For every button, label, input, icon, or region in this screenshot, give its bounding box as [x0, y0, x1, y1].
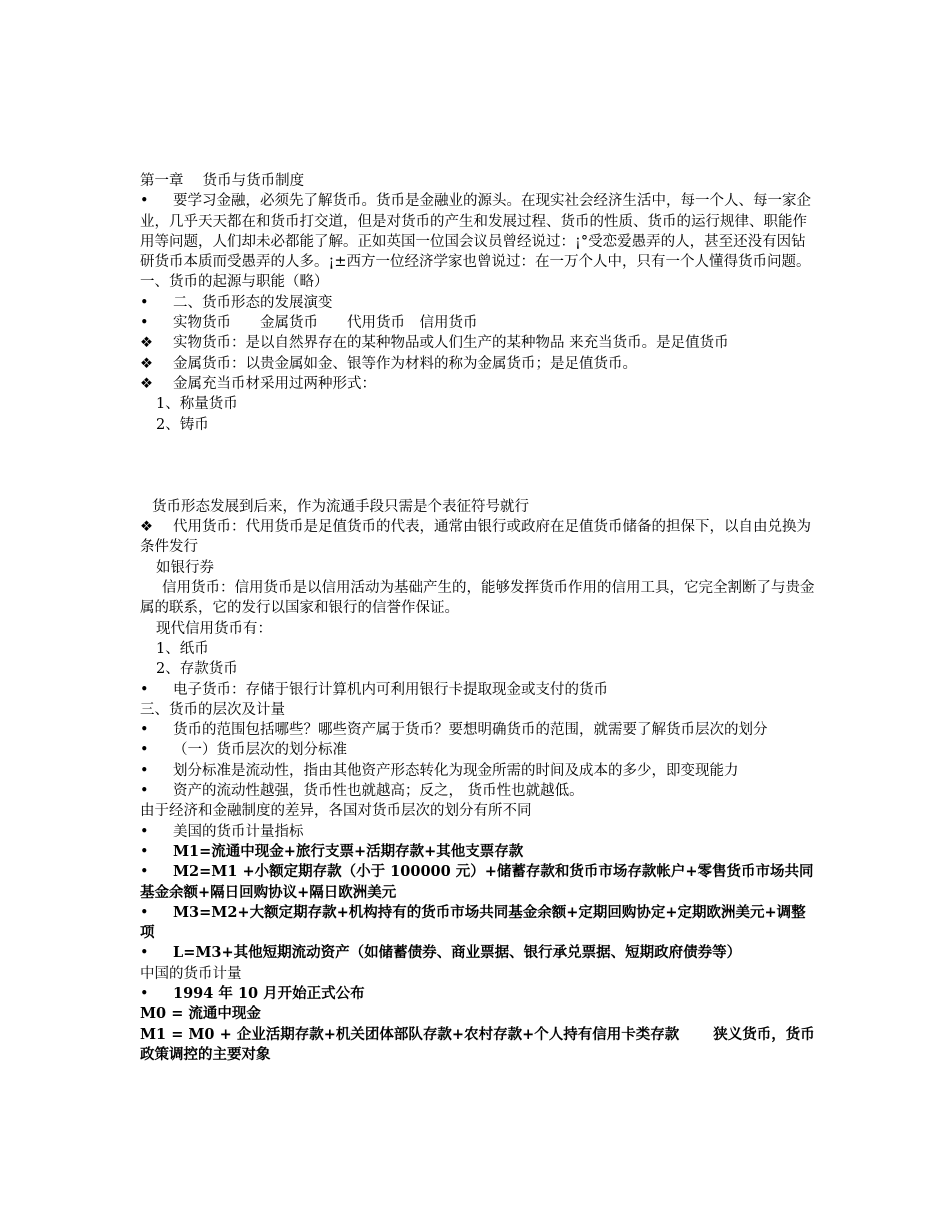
credit-item-2: 2、存款货币	[156, 661, 238, 678]
bullet-diamond: ❖	[140, 355, 153, 372]
metal-forms-title: 金属充当币材采用过两种形式：	[173, 375, 376, 392]
list-item	[140, 984, 820, 1004]
credit-item-1: 1、纸币	[156, 640, 209, 657]
metal-money-text: 金属货币：以贵金属如金、银等作为材料的称为金属货币；是足值货币。	[173, 355, 637, 372]
intro-paragraph	[140, 191, 820, 272]
scope-question: 货币的范围包括哪些？哪些资产属于货币？要想明确货币的范围，就需要了解货币层次的划分	[173, 722, 768, 739]
bullet-dot: •	[140, 742, 149, 759]
cn-1994: 1994 年 10 月开始正式公布	[173, 984, 365, 1002]
bullet-dot: •	[140, 945, 149, 962]
cn-m1: M1 = M0 + 企业活期存款+机关团体部队存款+农村存款+个人持有信用卡类存款 狭义货币，货币政策调控的主要对象	[140, 1025, 815, 1063]
bullet-dot: •	[140, 783, 149, 800]
list-item	[140, 822, 820, 842]
bank-note: 如银行券	[156, 559, 214, 576]
document-page	[140, 171, 820, 1065]
diff-line: 由于经济和金融制度的差异，各国对货币层次的划分有所不同	[140, 803, 532, 820]
section-3-heading: 三、货币的层次及计量	[140, 701, 285, 718]
bullet-dot: •	[140, 294, 149, 311]
bullet-dot: •	[140, 904, 149, 921]
us-m2: M2=M1 +小额定期存款（小于 100000 元）+储蓄存款和货币市场存款帐户+零售货币市场共同基金余额+隔日回购协议+隔日欧洲美元	[140, 863, 814, 901]
e-money-text: 电子货币：存储于银行计算机内可利用银行卡提取现金或支付的货币	[173, 681, 608, 698]
list-item	[140, 761, 820, 781]
credit-money-text: 信用货币：信用货币是以信用活动为基础产生的，能够发挥货币作用的信用工具，它完全割断了与贵金属的联系，它的发行以国家和银行的信誉作保证。	[140, 580, 815, 617]
list-item	[140, 842, 820, 862]
standard-1: 划分标准是流动性，指由其他资产形态转化为现金所需的时间及成本的多少，即变现能力	[173, 762, 739, 779]
us-l: L=M3+其他短期流动资产（如储蓄债券、商业票据、银行承兑票据、短期政府债券等）	[173, 944, 742, 962]
metal-form-2: 2、铸币	[156, 416, 209, 433]
bullet-dot: •	[140, 985, 149, 1002]
list-item	[140, 313, 820, 333]
us-m1: M1=流通中现金+旅行支票+活期存款+其他支票存款	[173, 842, 524, 860]
cn-m0: M0 = 流通中现金	[140, 1005, 261, 1023]
metal-form-1: 1、称量货币	[156, 396, 238, 413]
modern-credit-title: 现代信用货币有：	[156, 620, 272, 637]
standard-2: 资产的流动性越强，货币性也就越高；反之， 货币性也就越低。	[173, 783, 584, 800]
section-1-heading: 一、货币的起源与职能（略）	[140, 274, 329, 291]
bullet-dot: •	[140, 864, 149, 881]
spacer	[140, 435, 820, 497]
list-item	[140, 293, 820, 313]
bullet-diamond: ❖	[140, 335, 153, 352]
us-m3: M3=M2+大额定期存款+机构持有的货币市场共同基金余额+定期回购协定+定期欧洲美元+调整项	[140, 903, 806, 942]
chapter-title: 第一章 货币与货币制度	[140, 173, 305, 189]
cn-title: 中国的货币计量	[140, 965, 242, 982]
list-item	[140, 903, 820, 944]
list-item	[140, 374, 820, 394]
proxy-money-text: 代用货币：代用货币是足值货币的代表，通常由银行或政府在足值货币储备的担保下，以自由兑换为条件发行	[140, 519, 811, 556]
money-forms: 实物货币 金属货币 代用货币 信用货币	[173, 315, 478, 332]
bullet-dot: •	[140, 762, 149, 779]
real-money-text: 实物货币：是以自然界存在的某种物品或人们生产的某种物品 来充当货币。是足值货币	[173, 335, 729, 352]
bullet-dot: •	[140, 193, 149, 210]
us-title: 美国的货币计量指标	[173, 823, 304, 840]
bullet-dot: •	[140, 722, 149, 739]
list-item	[140, 862, 820, 903]
bullet-dot: •	[140, 315, 149, 332]
bullet-diamond: ❖	[140, 375, 153, 392]
bullet-diamond: ❖	[140, 519, 153, 536]
list-item	[140, 333, 820, 353]
intro-text: 要学习金融，必须先了解货币。货币是金融业的源头。在现实社会经济生活中，每一个人、每一家企业，几乎天天都在和货币打交道，但是对货币的产生和发展过程、货币的性质、货币的运行规律、职能作用等问题，人们却未必都能了解。正如英国一位国会议员曾经说过：¡°受恋爱愚弄的人，甚至还没有因钻研货币本质而受愚弄的人多。¡±西方一位经济学家也曾说过：在一万个人中，只有一个人懂得货币问题。	[140, 193, 811, 271]
list-item	[140, 354, 820, 374]
list-item	[140, 781, 820, 801]
symbol-line: 货币形态发展到后来，作为流通手段只需是个表征符号就行	[152, 498, 529, 515]
bullet-dot: •	[140, 843, 149, 860]
credit-money-paragraph	[140, 578, 820, 619]
bullet-dot: •	[140, 681, 149, 698]
list-item	[140, 740, 820, 760]
list-item	[140, 680, 820, 700]
bullet-dot: •	[140, 823, 149, 840]
standard-title: （一）货币层次的划分标准	[173, 742, 347, 759]
list-item	[140, 943, 820, 963]
section-2-heading: 二、货币形态的发展演变	[173, 294, 333, 311]
list-item	[140, 517, 820, 558]
list-item	[140, 720, 820, 740]
